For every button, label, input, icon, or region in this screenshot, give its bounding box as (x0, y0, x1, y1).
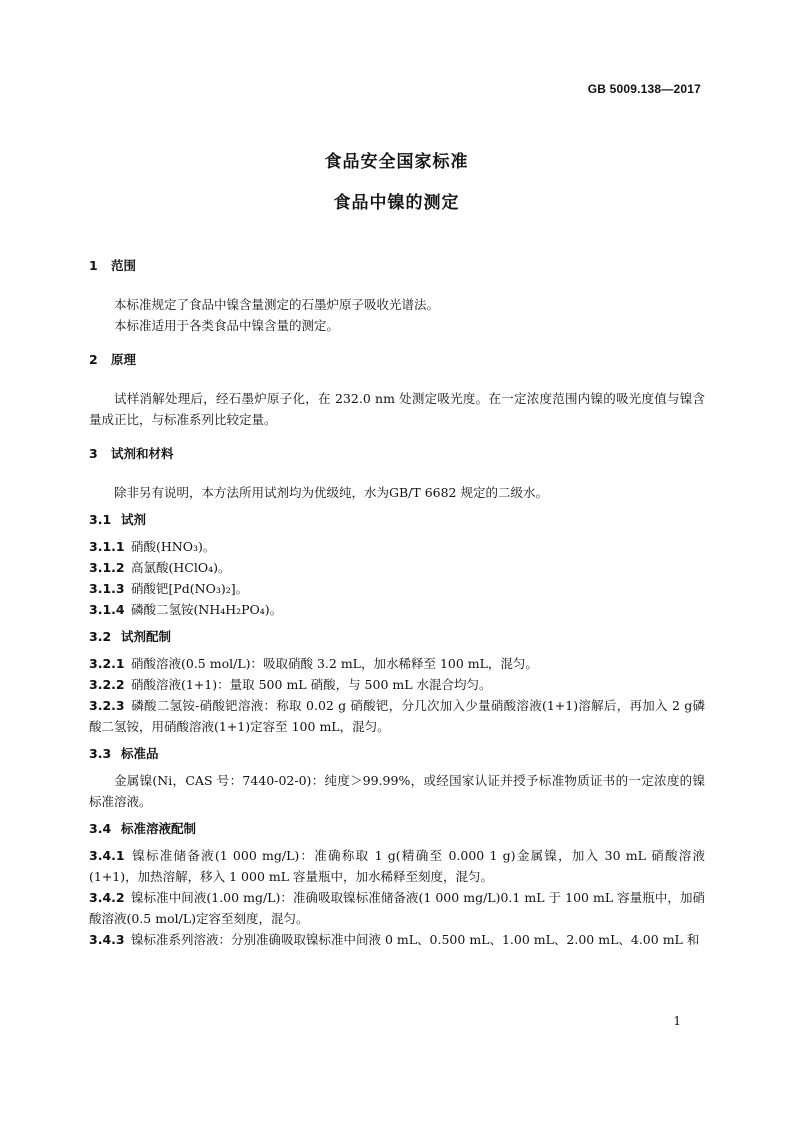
paragraph: 除非另有说明，本方法所用试剂均为优级纯，水为GB/T 6682 规定的二级水。 (114, 485, 548, 500)
section-heading-1: 1 范围 (89, 258, 137, 273)
paragraph: 金属镍(Ni，CAS 号：7440-02-0)：纯度＞99.99%，或经国家认证并授予标准物质证书的一定浓度的镍标准溶液。 (89, 773, 705, 809)
standard-number: GB 5009.138—2017 (587, 82, 701, 96)
list-item: 3.2.3 磷酸二氢铵-硝酸钯溶液：称取 0.02 g 硝酸钯，分几次加入少量硝酸溶液(1+1)溶解后，再加入 2 g磷酸二氢铵，用硝酸溶液(1+1)定容至 100 mL，混匀。 (89, 698, 705, 734)
list-item: 3.1.3 硝酸钯[Pd(NO₃)₂]。 (89, 581, 249, 596)
paragraph: 本标准适用于各类食品中镍含量的测定。 (114, 318, 340, 333)
subsection-heading-3-1: 3.1 试剂 (89, 512, 147, 527)
section-heading-2: 2 原理 (89, 352, 137, 367)
list-item: 3.1.2 高氯酸(HClO₄)。 (89, 560, 231, 575)
subsection-heading-3-4: 3.4 标准溶液配制 (89, 821, 197, 836)
document-subtitle: 食品中镍的测定 (333, 193, 460, 213)
document-title: 食品安全国家标准 (324, 152, 469, 172)
section-heading-3: 3 试剂和材料 (89, 446, 174, 461)
list-item: 3.4.3 镍标准系列溶液：分别准确吸取镍标准中间液 0 mL、0.500 mL、1.00 mL、2.00 mL、4.00 mL 和 (89, 932, 700, 947)
page-number: 1 (673, 1014, 681, 1028)
paragraph: 本标准规定了食品中镍含量测定的石墨炉原子吸收光谱法。 (114, 297, 440, 312)
list-item: 3.1.4 磷酸二氢铵(NH₄H₂PO₄)。 (89, 602, 283, 617)
list-item: 3.4.2 镍标准中间液(1.00 mg/L)：准确吸取镍标准储备液(1 000 mg/L)0.1 mL 于 100 mL 容量瓶中，加硝酸溶液(0.5 mol/L)定容至刻度，混匀。 (89, 890, 705, 926)
list-item: 3.1.1 硝酸(HNO₃)。 (89, 539, 216, 554)
list-item: 3.2.2 硝酸溶液(1+1)：量取 500 mL 硝酸，与 500 mL 水混合均匀。 (89, 677, 492, 692)
document-body (89, 255, 705, 950)
paragraph: 试样消解处理后，经石墨炉原子化，在 232.0 nm 处测定吸光度。在一定浓度范围内镍的吸光度值与镍含量成正比，与标准系列比较定量。 (89, 391, 705, 427)
list-item: 3.2.1 硝酸溶液(0.5 mol/L)：吸取硝酸 3.2 mL，加水稀释至 100 mL，混匀。 (89, 656, 538, 671)
subsection-heading-3-3: 3.3 标准品 (89, 746, 159, 761)
list-item: 3.4.1 镍标准储备液(1 000 mg/L)：准确称取 1 g(精确至 0.000 1 g)金属镍，加入 30 mL 硝酸溶液(1+1)，加热溶解，移入 1 000 mL 容量瓶中，加水稀释至刻度，混匀。 (89, 848, 705, 884)
subsection-heading-3-2: 3.2 试剂配制 (89, 629, 172, 644)
